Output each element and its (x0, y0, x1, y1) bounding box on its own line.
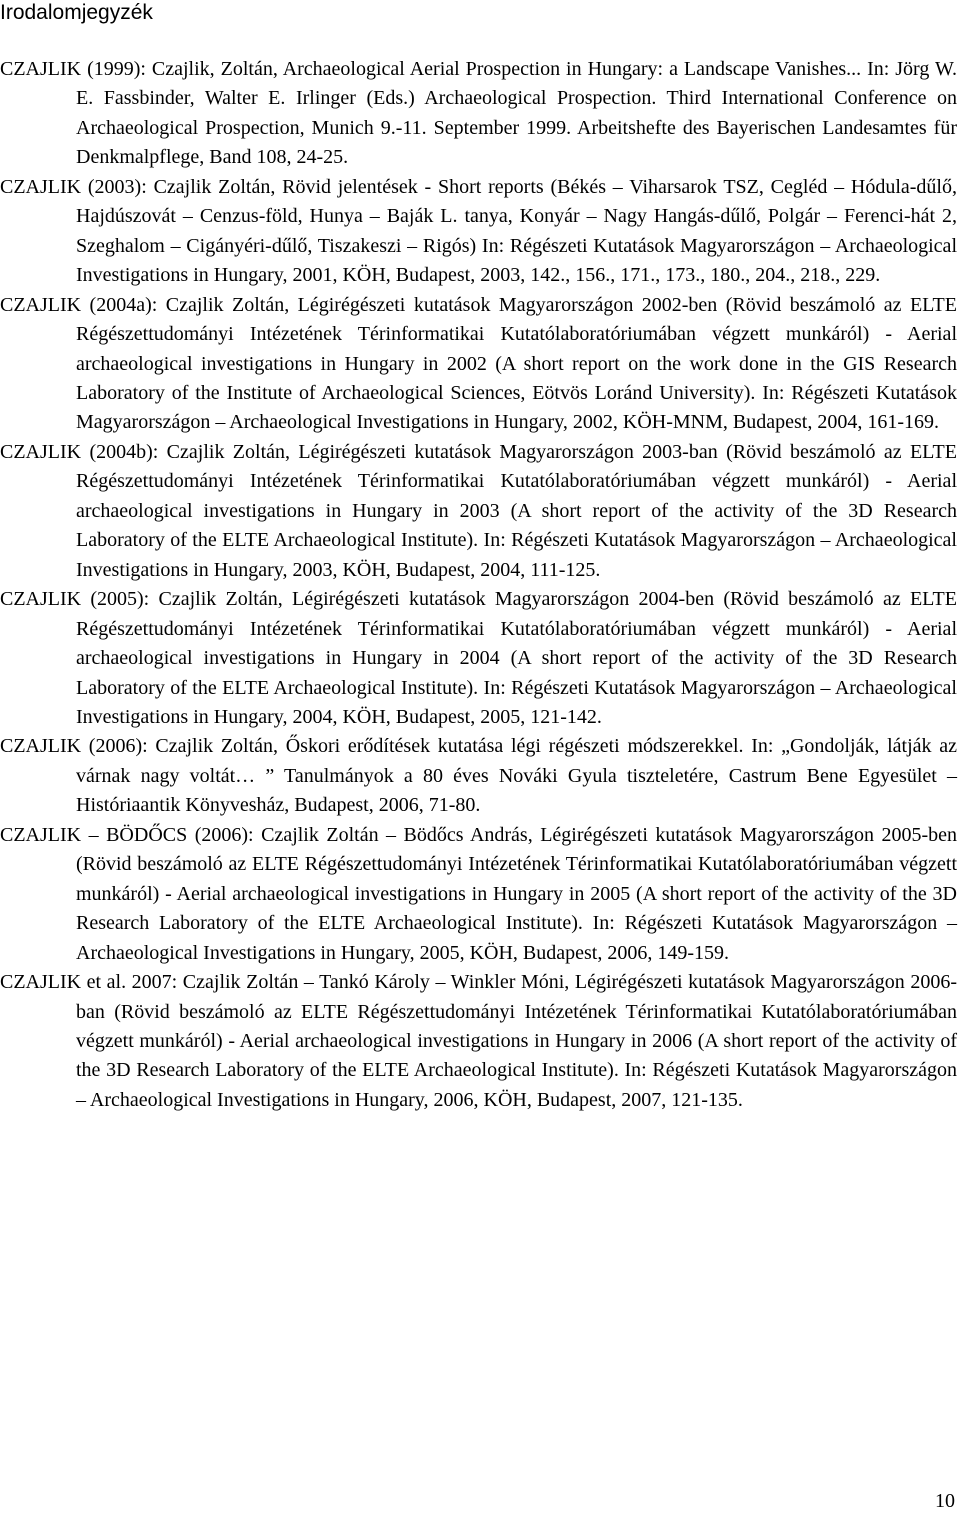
reference-entry: CZAJLIK (2004a): Czajlik Zoltán, Légirégészeti kutatások Magyarországon 2002-ben (Rövid beszámoló az ELTE Régészettudományi Intézetének Térinformatikai Kutatólaboratóriumában végzett munkáról) - Aerial archaeological investigations in Hungary in 2002 (A short report on the work done in the GIS Research Laboratory of the Institute of Archaeological Sciences, Eötvös Loránd University). In: Régészeti Kutatások Magyarországon – Archaeological Investigations in Hungary, 2002, KÖH-MNM, Budapest, 2004, 161-169. (0, 293, 957, 434)
page-number: 10 (935, 1490, 955, 1512)
bibliography-list (0, 55, 957, 1115)
reference-entry: CZAJLIK (1999): Czajlik, Zoltán, Archaeological Aerial Prospection in Hungary: a Landscape Vanishes... In: Jörg W. E. Fassbinder, Walter E. Irlinger (Eds.) Archaeological Prospection. Third International Conference on Archaeological Prospection, Munich 9.-11. September 1999. Arbeitshefte des Bayerischen Landesamtes für Denkmalpflege, Band 108, 24-25. (0, 58, 957, 169)
reference-entry: CZAJLIK et al. 2007: Czajlik Zoltán – Tankó Károly – Winkler Móni, Légirégészeti kutatások Magyarországon 2006-ban (Rövid beszámoló az ELTE Régészettudományi Intézetének Térinformatikai Kutatólaboratóriumában végzett munkáról) - Aerial archaeological investigations in Hungary in 2006 (A short report of the activity of the 3D Research Laboratory of the ELTE Archaeological Institute). In: Régészeti Kutatások Magyarországon – Archaeological Investigations in Hungary, 2006, KÖH, Budapest, 2007, 121-135. (0, 971, 957, 1111)
reference-entry: CZAJLIK (2005): Czajlik Zoltán, Légirégészeti kutatások Magyarországon 2004-ben (Rövid beszámoló az ELTE Régészettudományi Intézetének Térinformatikai Kutatólaboratóriumában végzett munkáról) - Aerial archaeological investigations in Hungary in 2004 (A short report of the activity of the 3D Research Laboratory of the ELTE Archaeological Institute). In: Régészeti Kutatások Magyarországon – Archaeological Investigations in Hungary, 2004, KÖH, Budapest, 2005, 121-142. (0, 588, 957, 728)
reference-entry: CZAJLIK – BÖDŐCS (2006): Czajlik Zoltán – Bödőcs András, Légirégészeti kutatások Magyarországon 2005-ben (Rövid beszámoló az ELTE Régészettudományi Intézetének Térinformatikai Kutatólaboratóriumában végzett munkáról) - Aerial archaeological investigations in Hungary in 2005 (A short report of the activity of the 3D Research Laboratory of the ELTE Archaeological Institute). In: Régészeti Kutatások Magyarországon – Archaeological Investigations in Hungary, 2005, KÖH, Budapest, 2006, 149-159. (0, 823, 957, 964)
reference-entry: CZAJLIK (2006): Czajlik Zoltán, Őskori erődítések kutatása légi régészeti módszerekkel. In: „Gondolják, látják az várnak nagy voltát… ” Tanulmányok a 80 éves Nováki Gyula tiszteletére, Castrum Bene Egyesület – Históriaantik Könyvesház, Budapest, 2006, 71-80. (0, 735, 957, 817)
page-title: Irodalomjegyzék (0, 1, 153, 24)
reference-entry: CZAJLIK (2003): Czajlik Zoltán, Rövid jelentések - Short reports (Békés – Viharsarok TSZ, Cegléd – Hódula-dűlő, Hajdúszovát – Cenzus-föld, Hunya – Baják L. tanya, Konyár – Nagy Hangás-dűlő, Polgár – Ferenci-hát 2, Szeghalom – Cigányéri-dűlő, Tiszakeszi – Rigós) In: Régészeti Kutatások Magyarországon – Archaeological Investigations in Hungary, 2001, KÖH, Budapest, 2003, 142., 156., 171., 173., 180., 204., 218., 229. (0, 175, 957, 287)
reference-entry: CZAJLIK (2004b): Czajlik Zoltán, Légirégészeti kutatások Magyarországon 2003-ban (Rövid beszámoló az ELTE Régészettudományi Intézetének Térinformatikai Kutatólaboratóriumában végzett munkáról) - Aerial archaeological investigations in Hungary in 2003 (A short report of the activity of the 3D Research Laboratory of the ELTE Archaeological Institute). In: Régészeti Kutatások Magyarországon – Archaeological Investigations in Hungary, 2003, KÖH, Budapest, 2004, 111-125. (0, 440, 957, 581)
